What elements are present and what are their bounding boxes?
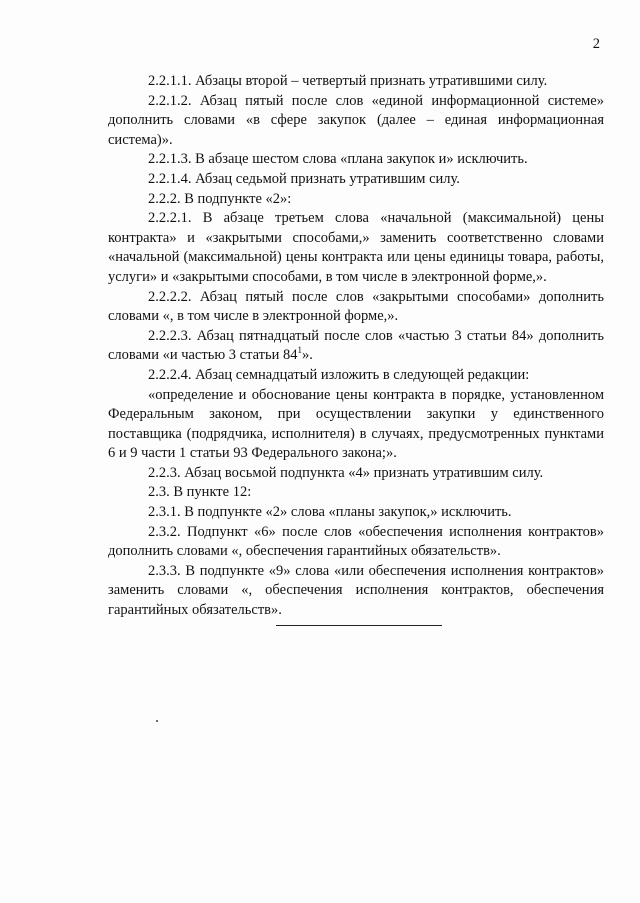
paragraph-2-2-2-4: 2.2.2.4. Абзац семнадцатый изложить в следующей редакции: bbox=[148, 366, 530, 383]
paragraph-2-2-1-2: 2.2.1.2. Абзац пятый после слов «единой информационной системе» дополнить словами «в сфере закупок (далее – единая информационная система)». bbox=[108, 92, 604, 148]
paragraph-2-2-2-3-text: 2.2.2.3. Абзац пятнадцатый после слов «частью 3 статьи 84» дополнить словами «и частью 3 статьи 84 bbox=[108, 327, 604, 364]
paragraph-2-2-3: 2.2.3. Абзац восьмой подпункта «4» признать утратившим силу. bbox=[148, 464, 544, 481]
paragraph-2-3: 2.3. В пункте 12: bbox=[148, 484, 252, 501]
document-body bbox=[108, 72, 604, 621]
paragraph-2-3-2: 2.3.2. Подпункт «6» после слов «обеспечения исполнения контрактов» дополнить словами «, обеспечения гарантийных обязательств». bbox=[108, 523, 604, 560]
paragraph-2-2-2-3 bbox=[108, 327, 604, 366]
scan-speck bbox=[156, 720, 158, 722]
paragraph-2-2-2-2: 2.2.2.2. Абзац пятый после слов «закрытыми способами» дополнить словами «, в том числе в электронной форме,». bbox=[108, 288, 604, 325]
paragraph-2-2-2-1: 2.2.2.1. В абзаце третьем слова «начальной (максимальной) цены контракта» и «закрытыми способами,» заменить соответственно словами «начальной (максимальной) цены контракта или цены единицы товара, работы, услуги» и «закрытыми способами, в том числе в электронной форме,». bbox=[108, 210, 604, 285]
end-of-text-rule bbox=[276, 625, 442, 626]
paragraph-2-2-1-3: 2.2.1.3. В абзаце шестом слова «плана закупок и» исключить. bbox=[148, 151, 528, 168]
paragraph-2-2-2-3-end: ». bbox=[302, 347, 313, 364]
paragraph-2-2-2: 2.2.2. В подпункте «2»: bbox=[148, 190, 292, 207]
superscript-marker: 1 bbox=[297, 345, 302, 356]
paragraph-2-3-1: 2.3.1. В подпункте «2» слова «планы закупок,» исключить. bbox=[148, 504, 512, 521]
quoted-new-wording: «определение и обоснование цены контракта в порядке, установленном Федеральным законом, при осуществлении закупки у единственного поставщика (подрядчика, исполнителя) в случаях, предусмотренных пунктами 6 и 9 части 1 статьи 93 Федерального закона;». bbox=[108, 386, 604, 462]
page-number: 2 bbox=[592, 36, 600, 52]
paragraph-2-3-3: 2.3.3. В подпункте «9» слова «или обеспечения исполнения контрактов» заменить словами «, обеспечения исполнения контрактов, обеспечения гарантийных обязательств». bbox=[108, 562, 604, 619]
paragraph-2-2-1-4: 2.2.1.4. Абзац седьмой признать утратившим силу. bbox=[148, 170, 460, 187]
paragraph-2-2-1-1: 2.2.1.1. Абзацы второй – четвертый признать утратившими силу. bbox=[148, 73, 548, 89]
